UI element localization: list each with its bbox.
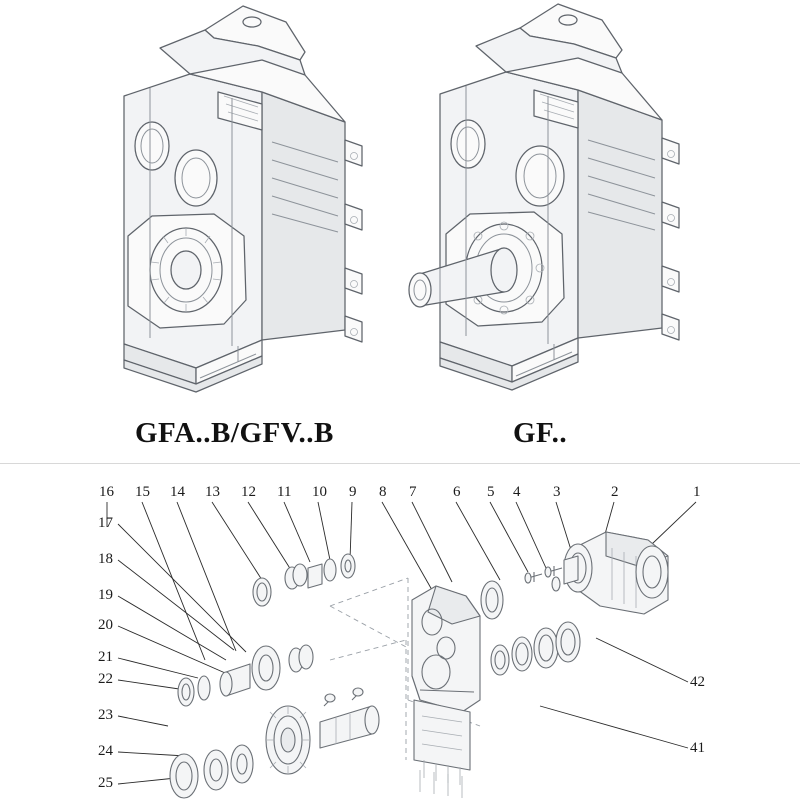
callout-17: 17	[98, 515, 113, 531]
callout-9: 9	[349, 484, 357, 500]
callout-11: 11	[277, 484, 292, 500]
callout-25: 25	[98, 775, 113, 791]
callout-1: 1	[693, 484, 701, 500]
callout-16: 16	[99, 484, 114, 500]
callout-19: 19	[98, 587, 113, 603]
callout-12: 12	[241, 484, 256, 500]
callout-15: 15	[135, 484, 150, 500]
callout-6: 6	[453, 484, 461, 500]
left-leader-lines	[118, 524, 246, 784]
callout-24: 24	[98, 743, 113, 759]
motor-block	[564, 532, 668, 614]
housing-assembly	[412, 586, 480, 785]
callout-23: 23	[98, 707, 113, 723]
callout-13: 13	[205, 484, 220, 500]
callout-18: 18	[98, 551, 113, 567]
callout-8: 8	[379, 484, 387, 500]
callout-3: 3	[553, 484, 561, 500]
model-label-left: GFA..B/GFV..B	[135, 417, 334, 449]
bottom-screws	[420, 770, 462, 798]
callout-21: 21	[98, 649, 113, 665]
callout-10: 10	[312, 484, 327, 500]
shaft-and-gear-parts	[170, 554, 580, 798]
callout-5: 5	[487, 484, 495, 500]
callout-41: 41	[690, 740, 705, 756]
callout-14: 14	[170, 484, 185, 500]
model-label-right: GF..	[513, 417, 568, 449]
callout-7: 7	[409, 484, 417, 500]
callout-42: 42	[690, 674, 705, 690]
callout-20: 20	[98, 617, 113, 633]
callout-2: 2	[611, 484, 619, 500]
callout-22: 22	[98, 671, 113, 687]
callout-4: 4	[513, 484, 521, 500]
